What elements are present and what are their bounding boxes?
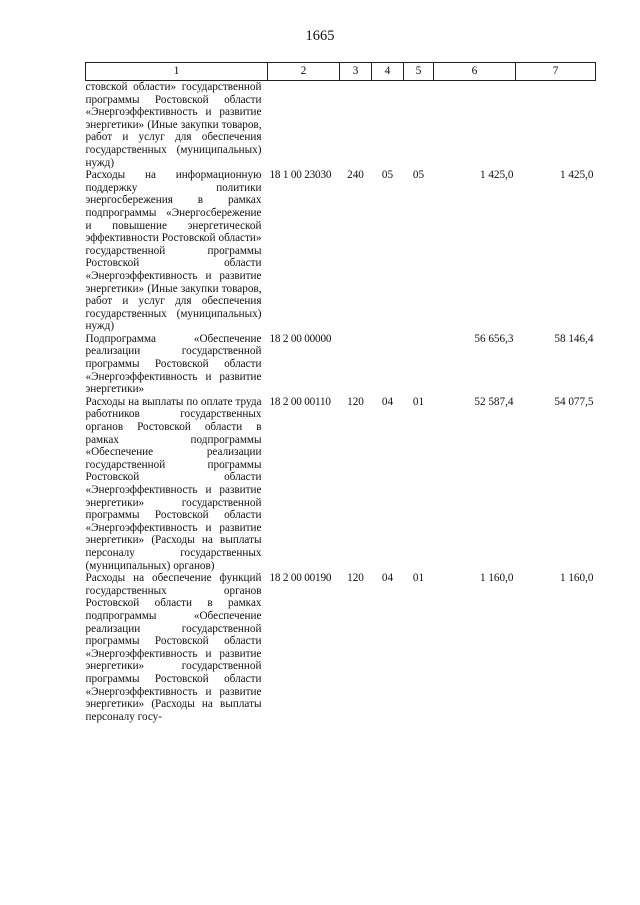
amount-year-2: 58 146,4 xyxy=(554,332,594,345)
table-header-row xyxy=(86,63,596,81)
expense-type: 120 xyxy=(347,572,364,585)
column-header-4: 4 xyxy=(372,63,404,81)
subsection: 01 xyxy=(412,572,425,585)
amount-year-1: 1 425,0 xyxy=(479,169,514,182)
expense-type xyxy=(340,333,372,396)
row-description: Подпрограмма «Обеспечение реализации государственной программы Ростовской области «Энергоэффективность и развитие энергетики» xyxy=(85,332,262,396)
amount-year-2: 54 077,5 xyxy=(554,395,594,408)
amount-year-1 xyxy=(434,81,516,170)
row-description: Расходы на выплаты по оплате труда работников государственных органов Ростовской области в рамках подпрограммы «Обеспечение реализации государственной программы Ростовской области «Энергоэффективность и развитие энергетики» государственной программы Ростовской области «Энергоэффективность и развитие энергетики» (Расходы на выплаты персоналу государственных (муниципальных) органов) xyxy=(85,395,262,572)
amount-year-2: 1 160,0 xyxy=(559,572,594,585)
subsection: 05 xyxy=(412,169,425,182)
target-article-code: 18 1 00 23030 xyxy=(269,169,332,182)
section xyxy=(372,81,404,170)
target-article-code: 18 2 00 00000 xyxy=(269,332,332,345)
table-row xyxy=(86,396,596,572)
row-description: стовской области» государственной программы Ростовской области «Энергоэффективность и развитие энергетики» (Иные закупки товаров, работ и услуг для обеспечения государственных (муниципальных) нужд) xyxy=(85,81,262,169)
table-row xyxy=(86,81,596,170)
column-header-3: 3 xyxy=(340,63,372,81)
amount-year-1: 52 587,4 xyxy=(474,395,514,408)
target-article-code xyxy=(268,81,340,170)
subsection: 01 xyxy=(412,395,425,408)
budget-table xyxy=(85,62,596,723)
page-number: 1665 xyxy=(305,28,335,44)
section: 04 xyxy=(381,572,394,585)
amount-year-1: 56 656,3 xyxy=(474,332,514,345)
column-header-6: 6 xyxy=(434,63,516,81)
row-description: Расходы на обеспечение функций государственных органов Ростовской области в рамках подпрограммы «Обеспечение реализации государственной программы Ростовской области «Энергоэффективность и развитие энергетики» государственной программы Ростовской области «Энергоэффективность и развитие энергетики» (Расходы на выплаты персоналу госу- xyxy=(85,572,262,723)
column-header-5: 5 xyxy=(404,63,434,81)
column-header-1: 1 xyxy=(86,63,268,81)
target-article-code: 18 2 00 00110 xyxy=(269,395,331,408)
expense-type xyxy=(340,81,372,170)
table-row xyxy=(86,572,596,723)
section: 04 xyxy=(381,395,394,408)
amount-year-2: 1 425,0 xyxy=(559,169,594,182)
column-header-7: 7 xyxy=(516,63,596,81)
table-row xyxy=(86,169,596,333)
section: 05 xyxy=(381,169,394,182)
target-article-code: 18 2 00 00190 xyxy=(269,572,332,585)
amount-year-1: 1 160,0 xyxy=(479,572,514,585)
column-header-2: 2 xyxy=(268,63,340,81)
subsection xyxy=(404,333,434,396)
amount-year-2 xyxy=(516,81,596,170)
table-row xyxy=(86,333,596,396)
expense-type: 240 xyxy=(347,169,364,182)
expense-type: 120 xyxy=(347,395,364,408)
subsection xyxy=(404,81,434,170)
row-description: Расходы на информационную поддержку политики энергосбережения в рамках подпрограммы «Энергосбережение и повышение энергетической эффективности Ростовской области» государственной программы Ростовской области «Энергоэффективность и развитие энергетики» (Иные закупки товаров, работ и услуг для обеспечения государственных (муниципальных) нужд) xyxy=(85,169,262,333)
section xyxy=(372,333,404,396)
